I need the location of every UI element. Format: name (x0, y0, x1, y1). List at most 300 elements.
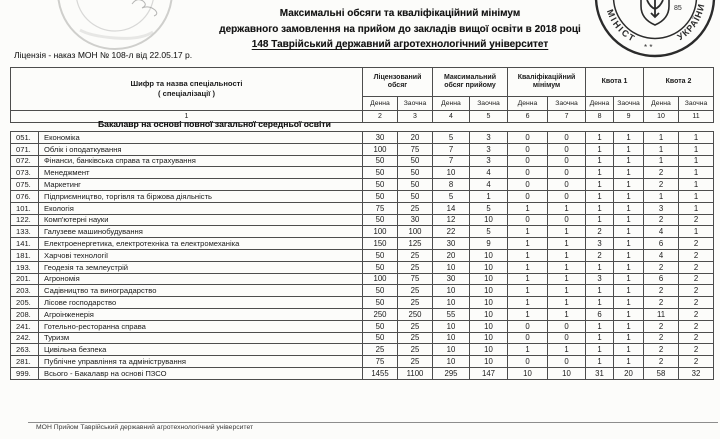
value-cell-qual-ext: 0 (548, 132, 586, 144)
value-cell-max-ext: 3 (470, 132, 508, 144)
value-cell-quota1-ext: 1 (614, 179, 644, 191)
seal-text-right: УКРАЇНИ (675, 2, 707, 43)
value-cell-qual-ext: 0 (548, 214, 586, 226)
col-number: 3 (398, 111, 433, 123)
value-cell-quota2-day: 1 (644, 132, 679, 144)
value-cell-licensed-ext: 25 (398, 297, 433, 309)
value-cell-quota1-day: 3 (586, 238, 614, 250)
value-cell-quota1-day: 1 (586, 261, 614, 273)
table-row (11, 308, 714, 320)
value-cell-licensed-ext: 50 (398, 167, 433, 179)
value-cell-licensed-day: 50 (363, 285, 398, 297)
col-number: 2 (363, 111, 398, 123)
value-cell-qual-day: 0 (508, 143, 548, 155)
col-number: 7 (548, 111, 586, 123)
value-cell-quota2-day: 2 (644, 356, 679, 368)
value-cell-quota1-ext: 1 (614, 155, 644, 167)
spec-code-cell: 141. (11, 238, 39, 250)
value-cell-qual-ext: 1 (548, 308, 586, 320)
value-cell-max-day: 10 (433, 332, 470, 344)
value-cell-quota1-day: 3 (586, 273, 614, 285)
subheader-ext: Заочна (548, 97, 586, 111)
value-cell-quota1-day: 1 (586, 132, 614, 144)
value-cell-quota2-ext: 2 (679, 214, 714, 226)
subheader-day: Денна (363, 97, 398, 111)
value-cell-quota1-ext: 1 (614, 132, 644, 144)
spec-name-cell: Всього - Бакалавр на основі ПЗСО (39, 367, 363, 379)
value-cell-quota2-ext: 2 (679, 320, 714, 332)
spec-code-cell: 122. (11, 214, 39, 226)
value-cell-qual-ext: 1 (548, 202, 586, 214)
value-cell-quota2-day: 4 (644, 226, 679, 238)
value-cell-qual-ext: 10 (548, 367, 586, 379)
value-cell-licensed-day: 100 (363, 226, 398, 238)
spec-code-cell: 072. (11, 155, 39, 167)
value-cell-qual-ext: 1 (548, 297, 586, 309)
value-cell-max-ext: 10 (470, 214, 508, 226)
group-header-row (11, 68, 714, 97)
value-cell-licensed-ext: 25 (398, 202, 433, 214)
spec-name-cell: Фінанси, банківська справа та страхування (39, 155, 363, 167)
title-line2: державного замовлення на прийом до закладів вищої освіти в 2018 році (219, 23, 581, 35)
table-row (11, 261, 714, 273)
col-header-specialty-line2: ( спеціалізації ) (157, 89, 216, 98)
col-number: 4 (433, 111, 470, 123)
spec-name-cell: Менеджмент (39, 167, 363, 179)
table-row (11, 356, 714, 368)
value-cell-quota2-day: 2 (644, 179, 679, 191)
value-cell-quota2-day: 1 (644, 155, 679, 167)
spec-name-cell: Цивільна безпека (39, 344, 363, 356)
value-cell-max-day: 14 (433, 202, 470, 214)
value-cell-quota1-day: 1 (586, 143, 614, 155)
value-cell-quota1-ext: 1 (614, 285, 644, 297)
col-number: 5 (470, 111, 508, 123)
value-cell-quota2-ext: 1 (679, 190, 714, 202)
spec-code-cell: 205. (11, 297, 39, 309)
subheader-ext: Заочна (470, 97, 508, 111)
value-cell-quota1-ext: 1 (614, 297, 644, 309)
value-cell-licensed-ext: 30 (398, 214, 433, 226)
value-cell-qual-day: 0 (508, 132, 548, 144)
title-line1: Максимальні обсяги та кваліфікаційний мінімум (279, 8, 521, 19)
value-cell-quota1-ext: 1 (614, 344, 644, 356)
value-cell-qual-day: 1 (508, 226, 548, 238)
spec-code-cell: 076. (11, 190, 39, 202)
value-cell-licensed-day: 50 (363, 190, 398, 202)
seal-number: 85 (674, 5, 682, 12)
value-cell-qual-ext: 0 (548, 190, 586, 202)
value-cell-qual-day: 0 (508, 155, 548, 167)
value-cell-max-day: 55 (433, 308, 470, 320)
value-cell-licensed-day: 50 (363, 249, 398, 261)
table-row (11, 332, 714, 344)
value-cell-qual-ext: 1 (548, 249, 586, 261)
value-cell-quota2-day: 1 (644, 190, 679, 202)
spec-code-cell: 075. (11, 179, 39, 191)
value-cell-quota2-ext: 2 (679, 332, 714, 344)
value-cell-max-day: 5 (433, 132, 470, 144)
value-cell-max-ext: 10 (470, 261, 508, 273)
value-cell-max-day: 10 (433, 261, 470, 273)
trident-icon (647, 0, 663, 17)
table-row (11, 238, 714, 250)
value-cell-licensed-ext: 25 (398, 320, 433, 332)
value-cell-licensed-day: 150 (363, 238, 398, 250)
value-cell-licensed-day: 100 (363, 273, 398, 285)
value-cell-quota1-ext: 1 (614, 308, 644, 320)
spec-table-body (11, 132, 714, 380)
value-cell-quota1-day: 1 (586, 320, 614, 332)
value-cell-licensed-day: 250 (363, 308, 398, 320)
spec-code-cell: 203. (11, 285, 39, 297)
value-cell-qual-day: 0 (508, 356, 548, 368)
value-cell-licensed-ext: 25 (398, 261, 433, 273)
spec-name-cell: Лісове господарство (39, 297, 363, 309)
table-row (11, 132, 714, 144)
spec-code-cell: 281. (11, 356, 39, 368)
table-row (11, 179, 714, 191)
value-cell-max-day: 10 (433, 285, 470, 297)
spec-name-cell: Готельно-ресторанна справа (39, 320, 363, 332)
value-cell-qual-day: 1 (508, 238, 548, 250)
value-cell-qual-ext: 0 (548, 320, 586, 332)
value-cell-qual-day: 1 (508, 202, 548, 214)
spec-code-cell: 263. (11, 344, 39, 356)
subheader-day: Денна (644, 97, 679, 111)
value-cell-qual-day: 1 (508, 344, 548, 356)
value-cell-quota1-ext: 1 (614, 167, 644, 179)
value-cell-licensed-ext: 75 (398, 273, 433, 285)
table-row (11, 297, 714, 309)
table-row (11, 202, 714, 214)
spec-code-cell: 241. (11, 320, 39, 332)
spec-code-cell: 242. (11, 332, 39, 344)
value-cell-quota1-day: 1 (586, 356, 614, 368)
value-cell-max-day: 10 (433, 344, 470, 356)
value-cell-licensed-day: 50 (363, 179, 398, 191)
value-cell-max-day: 295 (433, 367, 470, 379)
spec-code-cell: 193. (11, 261, 39, 273)
value-cell-qual-day: 1 (508, 297, 548, 309)
spec-name-cell: Туризм (39, 332, 363, 344)
value-cell-licensed-ext: 20 (398, 132, 433, 144)
value-cell-quota2-day: 2 (644, 261, 679, 273)
value-cell-qual-ext: 0 (548, 155, 586, 167)
value-cell-qual-day: 1 (508, 273, 548, 285)
value-cell-max-day: 30 (433, 238, 470, 250)
value-cell-max-day: 30 (433, 273, 470, 285)
value-cell-quota1-ext: 1 (614, 261, 644, 273)
value-cell-max-ext: 10 (470, 332, 508, 344)
spec-name-cell: Галузеве машинобудування (39, 226, 363, 238)
value-cell-quota2-ext: 1 (679, 179, 714, 191)
value-cell-qual-ext: 1 (548, 273, 586, 285)
value-cell-max-ext: 3 (470, 143, 508, 155)
value-cell-qual-day: 10 (508, 367, 548, 379)
value-cell-quota2-day: 2 (644, 214, 679, 226)
value-cell-licensed-day: 50 (363, 167, 398, 179)
value-cell-max-day: 12 (433, 214, 470, 226)
value-cell-quota2-ext: 2 (679, 308, 714, 320)
value-cell-qual-ext: 1 (548, 261, 586, 273)
value-cell-quota2-day: 58 (644, 367, 679, 379)
value-cell-quota1-ext: 1 (614, 273, 644, 285)
value-cell-qual-ext: 1 (548, 344, 586, 356)
value-cell-max-ext: 1 (470, 190, 508, 202)
title-university: 148 Таврійський державний агротехнологічний університет (251, 39, 549, 50)
value-cell-quota1-ext: 1 (614, 356, 644, 368)
value-cell-licensed-day: 50 (363, 155, 398, 167)
value-cell-max-day: 22 (433, 226, 470, 238)
group-header-licensed: Ліцензований обсяг (363, 68, 433, 97)
table-row (11, 367, 714, 379)
value-cell-licensed-day: 1455 (363, 367, 398, 379)
group-header-quota2: Квота 2 (644, 68, 714, 97)
value-cell-quota2-day: 1 (644, 143, 679, 155)
value-cell-licensed-ext: 25 (398, 356, 433, 368)
value-cell-licensed-ext: 25 (398, 344, 433, 356)
spec-name-cell: Електроенергетика, електротехніка та електромеханіка (39, 238, 363, 250)
table-row (11, 320, 714, 332)
value-cell-qual-day: 0 (508, 167, 548, 179)
value-cell-quota2-ext: 2 (679, 238, 714, 250)
value-cell-licensed-ext: 50 (398, 155, 433, 167)
value-cell-max-day: 5 (433, 190, 470, 202)
value-cell-qual-ext: 0 (548, 167, 586, 179)
col-number: 6 (508, 111, 548, 123)
value-cell-max-ext: 10 (470, 285, 508, 297)
group-header-quota1: Квота 1 (586, 68, 644, 97)
value-cell-quota2-ext: 1 (679, 202, 714, 214)
value-cell-quota2-ext: 2 (679, 261, 714, 273)
value-cell-max-ext: 10 (470, 356, 508, 368)
value-cell-quota1-day: 2 (586, 249, 614, 261)
spec-code-cell: 073. (11, 167, 39, 179)
value-cell-quota1-day: 31 (586, 367, 614, 379)
value-cell-quota2-ext: 2 (679, 344, 714, 356)
value-cell-licensed-day: 30 (363, 132, 398, 144)
value-cell-qual-day: 0 (508, 320, 548, 332)
value-cell-licensed-day: 50 (363, 320, 398, 332)
value-cell-licensed-day: 50 (363, 214, 398, 226)
value-cell-qual-day: 0 (508, 190, 548, 202)
value-cell-quota1-ext: 1 (614, 143, 644, 155)
value-cell-quota2-day: 2 (644, 344, 679, 356)
value-cell-max-ext: 9 (470, 238, 508, 250)
spec-code-cell: 133. (11, 226, 39, 238)
value-cell-quota1-day: 6 (586, 308, 614, 320)
section-header: Бакалавр на основі повної загальної середньої освіти (98, 119, 331, 129)
seal-stars: * * (644, 43, 653, 52)
value-cell-quota2-day: 2 (644, 297, 679, 309)
value-cell-quota2-day: 4 (644, 249, 679, 261)
spec-code-cell: 208. (11, 308, 39, 320)
value-cell-quota1-day: 1 (586, 190, 614, 202)
value-cell-quota1-day: 1 (586, 297, 614, 309)
table-row (11, 273, 714, 285)
value-cell-quota2-ext: 2 (679, 285, 714, 297)
value-cell-max-ext: 4 (470, 179, 508, 191)
spec-name-cell: Геодезія та землеустрій (39, 261, 363, 273)
value-cell-quota2-day: 2 (644, 285, 679, 297)
value-cell-max-ext: 10 (470, 249, 508, 261)
value-cell-quota2-ext: 2 (679, 273, 714, 285)
value-cell-max-ext: 10 (470, 297, 508, 309)
table-row (11, 285, 714, 297)
value-cell-licensed-day: 25 (363, 344, 398, 356)
group-header-max-intake: Максимальний обсяг прийому (433, 68, 508, 97)
value-cell-quota2-ext: 32 (679, 367, 714, 379)
value-cell-licensed-ext: 25 (398, 332, 433, 344)
value-cell-qual-day: 0 (508, 214, 548, 226)
value-cell-max-day: 7 (433, 143, 470, 155)
spec-table (10, 131, 714, 380)
license-note: Ліцензія - наказ МОН № 108-л від 22.05.17 р. (14, 50, 193, 60)
table-row (11, 155, 714, 167)
value-cell-licensed-ext: 25 (398, 285, 433, 297)
value-cell-max-day: 7 (433, 155, 470, 167)
table-row (11, 226, 714, 238)
spec-name-cell: Облік і оподаткування (39, 143, 363, 155)
value-cell-quota1-day: 1 (586, 285, 614, 297)
value-cell-quota1-ext: 1 (614, 320, 644, 332)
value-cell-licensed-ext: 250 (398, 308, 433, 320)
value-cell-quota2-day: 2 (644, 320, 679, 332)
value-cell-qual-day: 1 (508, 249, 548, 261)
spec-name-cell: Садівництво та виноградарство (39, 285, 363, 297)
value-cell-max-ext: 5 (470, 202, 508, 214)
spec-code-cell: 999. (11, 367, 39, 379)
value-cell-licensed-ext: 100 (398, 226, 433, 238)
value-cell-licensed-day: 75 (363, 356, 398, 368)
value-cell-qual-day: 1 (508, 285, 548, 297)
value-cell-max-ext: 10 (470, 273, 508, 285)
col-header-specialty (11, 68, 363, 111)
table-row (11, 344, 714, 356)
value-cell-max-ext: 10 (470, 320, 508, 332)
table-row (11, 190, 714, 202)
value-cell-qual-ext: 0 (548, 143, 586, 155)
value-cell-licensed-day: 50 (363, 297, 398, 309)
value-cell-quota2-day: 2 (644, 167, 679, 179)
col-number: 11 (679, 111, 714, 123)
value-cell-quota1-ext: 1 (614, 249, 644, 261)
value-cell-max-ext: 5 (470, 226, 508, 238)
value-cell-qual-ext: 0 (548, 179, 586, 191)
value-cell-licensed-ext: 50 (398, 190, 433, 202)
spec-name-cell: Економіка (39, 132, 363, 144)
value-cell-quota1-day: 2 (586, 226, 614, 238)
col-number: 8 (586, 111, 614, 123)
value-cell-qual-ext: 0 (548, 332, 586, 344)
value-cell-max-ext: 3 (470, 155, 508, 167)
value-cell-qual-ext: 0 (548, 356, 586, 368)
value-cell-max-ext: 10 (470, 308, 508, 320)
value-cell-quota2-ext: 1 (679, 167, 714, 179)
table-row (11, 249, 714, 261)
spec-name-cell: Агрономія (39, 273, 363, 285)
spec-code-cell: 071. (11, 143, 39, 155)
spec-name-cell: Екологія (39, 202, 363, 214)
value-cell-quota2-day: 6 (644, 238, 679, 250)
value-cell-quota2-ext: 2 (679, 356, 714, 368)
value-cell-qual-day: 1 (508, 261, 548, 273)
value-cell-qual-day: 1 (508, 308, 548, 320)
value-cell-licensed-ext: 1100 (398, 367, 433, 379)
subheader-ext: Заочна (614, 97, 644, 111)
col-header-specialty-line1: Шифр та назва спеціальності (130, 79, 243, 88)
spec-code-cell: 181. (11, 249, 39, 261)
value-cell-quota1-day: 1 (586, 344, 614, 356)
value-cell-licensed-ext: 50 (398, 179, 433, 191)
value-cell-max-ext: 4 (470, 167, 508, 179)
value-cell-quota2-day: 11 (644, 308, 679, 320)
table-row (11, 143, 714, 155)
value-cell-quota1-day: 1 (586, 332, 614, 344)
col-number: 1 (11, 111, 363, 123)
value-cell-max-day: 8 (433, 179, 470, 191)
value-cell-licensed-day: 100 (363, 143, 398, 155)
value-cell-licensed-day: 50 (363, 261, 398, 273)
value-cell-max-ext: 147 (470, 367, 508, 379)
value-cell-quota1-day: 1 (586, 167, 614, 179)
value-cell-quota2-day: 3 (644, 202, 679, 214)
value-cell-quota2-ext: 2 (679, 249, 714, 261)
value-cell-qual-day: 0 (508, 332, 548, 344)
value-cell-licensed-day: 50 (363, 332, 398, 344)
value-cell-quota2-day: 2 (644, 332, 679, 344)
value-cell-qual-day: 0 (508, 179, 548, 191)
value-cell-quota1-ext: 20 (614, 367, 644, 379)
value-cell-quota2-ext: 1 (679, 132, 714, 144)
value-cell-max-day: 10 (433, 167, 470, 179)
spec-code-cell: 201. (11, 273, 39, 285)
value-cell-quota1-ext: 1 (614, 238, 644, 250)
value-cell-quota1-day: 1 (586, 214, 614, 226)
value-cell-licensed-ext: 125 (398, 238, 433, 250)
value-cell-quota1-ext: 1 (614, 202, 644, 214)
spec-name-cell: Харчові технології (39, 249, 363, 261)
subheader-day: Денна (433, 97, 470, 111)
value-cell-max-day: 10 (433, 297, 470, 309)
table-row (11, 167, 714, 179)
value-cell-quota2-ext: 1 (679, 155, 714, 167)
group-header-qual-min: Кваліфікаційний мінімум (508, 68, 586, 97)
header-table (10, 67, 714, 123)
footer-text: МОН Прийом Таврійський державний агротехнологічний університет (36, 424, 254, 431)
subheader-ext: Заочна (398, 97, 433, 111)
document-title (165, 6, 635, 53)
value-cell-max-ext: 10 (470, 344, 508, 356)
value-cell-licensed-ext: 25 (398, 249, 433, 261)
subheader-day: Денна (508, 97, 548, 111)
value-cell-quota1-day: 1 (586, 202, 614, 214)
value-cell-quota1-day: 1 (586, 155, 614, 167)
spec-name-cell: Комп'ютерні науки (39, 214, 363, 226)
value-cell-max-day: 10 (433, 320, 470, 332)
col-number: 9 (614, 111, 644, 123)
value-cell-quota1-ext: 1 (614, 190, 644, 202)
value-cell-quota2-day: 6 (644, 273, 679, 285)
value-cell-quota2-ext: 1 (679, 226, 714, 238)
subheader-day: Денна (586, 97, 614, 111)
value-cell-qual-ext: 1 (548, 285, 586, 297)
value-cell-qual-ext: 1 (548, 238, 586, 250)
value-cell-licensed-ext: 75 (398, 143, 433, 155)
value-cell-quota2-ext: 2 (679, 297, 714, 309)
spec-name-cell: Публічне управління та адміністрування (39, 356, 363, 368)
